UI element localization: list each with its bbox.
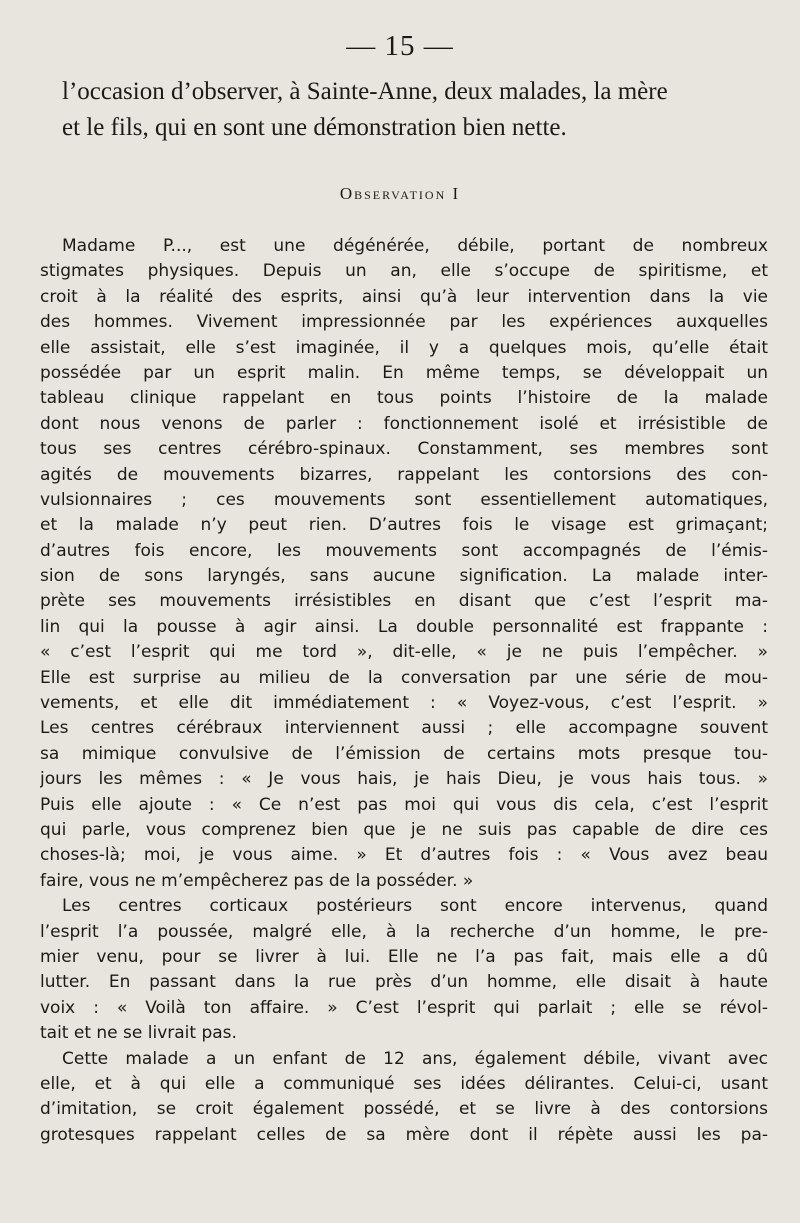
text-line: vulsionnaires ; ces mouvements sont essentiellement automatiques,	[40, 489, 768, 510]
text-line: tous ses centres cérébro-spinaux. Constamment, ses membres sont	[40, 439, 768, 460]
intro-paragraph	[62, 74, 767, 146]
observation-body	[40, 234, 768, 1148]
text-line: lutter. En passant dans la rue près d’un homme, elle disait à haute	[40, 972, 768, 993]
text-line: Puis elle ajoute : « Ce n’est pas moi qui vous dis cela, c’est l’esprit	[40, 794, 768, 815]
page-number: — 15 —	[346, 30, 454, 62]
text-line: qui parle, vous comprenez bien que je ne suis pas capable de dire ces	[40, 819, 768, 840]
text-line: Cette malade a un enfant de 12 ans, également débile, vivant avec	[62, 1048, 768, 1069]
text-line: dont nous venons de parler : fonctionnement isolé et irrésistible de	[40, 413, 768, 434]
text-line: croit à la réalité des esprits, ainsi qu’à leur intervention dans la vie	[40, 286, 768, 307]
text-line: agités de mouvements bizarres, rappelant les contorsions des con-	[40, 464, 768, 485]
text-line: et la malade n’y peut rien. D’autres fois le visage est grimaçant;	[40, 515, 768, 536]
text-line: sion de sons laryngés, sans aucune signification. La malade inter-	[40, 566, 768, 587]
text-line: mier venu, pour se livrer à lui. Elle ne l’a pas fait, mais elle a dû	[40, 946, 768, 967]
section-heading: Observation I	[339, 184, 461, 203]
text-line: et le fils, qui en sont une démonstration bien nette.	[62, 114, 567, 141]
text-line: elle, et à qui elle a communiqué ses idées délirantes. Celui-ci, usant	[40, 1073, 768, 1094]
text-line: lin qui la pousse à agir ainsi. La double personnalité est frappante :	[40, 616, 768, 637]
text-line: sa mimique convulsive de l’émission de certains mots presque tou-	[40, 743, 768, 764]
text-line: jours les mêmes : « Je vous hais, je hais Dieu, je vous hais tous. »	[40, 769, 768, 790]
text-line: tait et ne se livrait pas.	[40, 1023, 237, 1044]
text-line: faire, vous ne m’empêcherez pas de la posséder. »	[40, 870, 474, 891]
text-line: tableau clinique rappelant en tous points l’histoire de la malade	[40, 388, 768, 409]
text-line: stigmates physiques. Depuis un an, elle s’occupe de spiritisme, et	[40, 261, 768, 282]
text-line: elle assistait, elle s’est imaginée, il y a quelques mois, qu’elle était	[40, 337, 768, 358]
text-line: « c’est l’esprit qui me tord », dit-elle, « je ne puis l’empêcher. »	[40, 642, 768, 663]
text-line: prète ses mouvements irrésistibles en disant que c’est l’esprit ma-	[40, 591, 768, 612]
text-line: d’autres fois encore, les mouvements sont accompagnés de l’émis-	[40, 540, 768, 561]
text-line: Les centres cérébraux interviennent aussi ; elle accompagne souvent	[40, 718, 768, 739]
text-line: d’imitation, se croit également possédé, et se livre à des contorsions	[40, 1099, 768, 1120]
text-line: Elle est surprise au milieu de la conversation par une série de mou-	[40, 667, 768, 688]
text-line: Les centres corticaux postérieurs sont encore intervenus, quand	[62, 896, 768, 917]
text-line: l’esprit l’a poussée, malgré elle, à la recherche d’un homme, le pre-	[40, 921, 768, 942]
text-line: possédée par un esprit malin. En même temps, se développait un	[40, 362, 768, 383]
text-line: Madame P..., est une dégénérée, débile, portant de nombreux	[62, 236, 768, 256]
text-line: grotesques rappelant celles de sa mère dont il répète aussi les pa-	[40, 1124, 768, 1145]
text-line: des hommes. Vivement impressionnée par les expériences auxquelles	[40, 312, 768, 333]
text-line: voix : « Voilà ton affaire. » C’est l’esprit qui parlait ; elle se révol-	[40, 997, 768, 1018]
text-line: vements, et elle dit immédiatement : « Voyez-vous, c’est l’esprit. »	[40, 693, 768, 714]
text-line: l’occasion d’observer, à Sainte-Anne, deux malades, la mère	[62, 78, 668, 105]
text-line: choses-là; moi, je vous aime. » Et d’autres fois : « Vous avez beau	[40, 845, 768, 866]
